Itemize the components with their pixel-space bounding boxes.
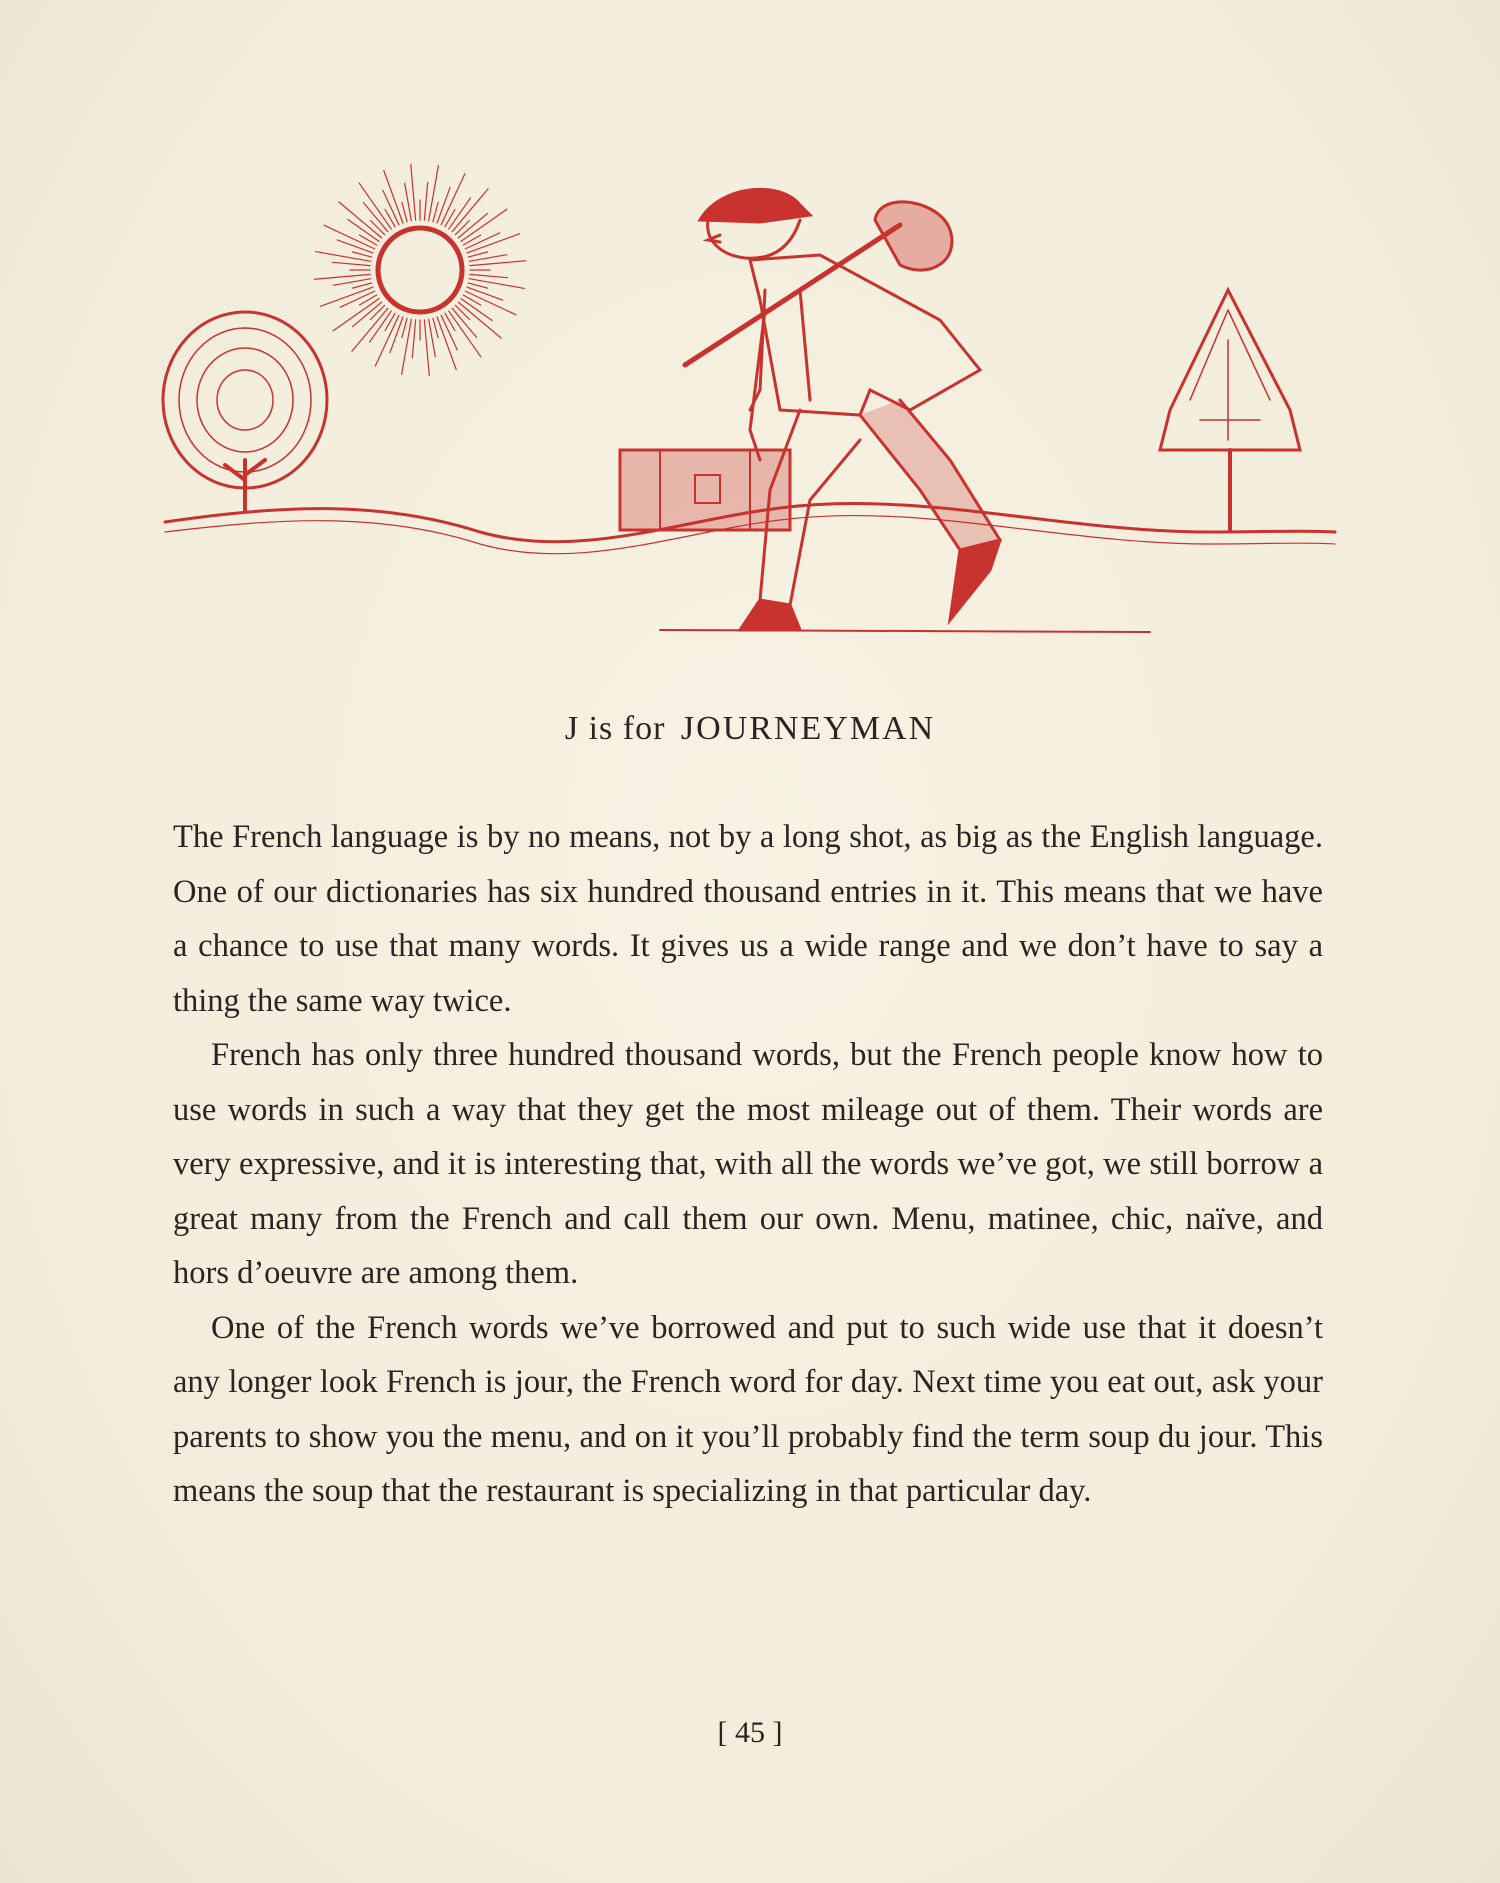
page-title bbox=[0, 710, 1500, 748]
journeyman-figure bbox=[620, 189, 1000, 630]
tree-right-icon bbox=[1160, 290, 1300, 530]
body-text bbox=[173, 810, 1323, 1519]
paragraph-1: The French language is by no means, not by a long shot, as big as the English language. One of our dictionaries has six hundred thousand entries in it. This means that we have a chance to use that many words. It gives us a wide range and we don’t have to say a thing the same way twice. bbox=[173, 819, 1323, 1019]
page-number: [ 45 ] bbox=[717, 1716, 783, 1749]
title-prefix: J is for bbox=[564, 710, 666, 747]
paragraph-2: French has only three hundred thousand words, but the French people know how to use words in such a way that they get the most mileage out of them. Their words are very expressive, and it is interesting that, with all the words we’ve got, we still borrow a great many from the French and call them our own. Menu, matinee, chic, naïve, and hors d’oeuvre are among them. bbox=[173, 1037, 1323, 1291]
sun-icon bbox=[314, 164, 525, 375]
title-word: JOURNEYMAN bbox=[680, 710, 936, 747]
tree-left-icon bbox=[163, 312, 327, 510]
journeyman-illustration bbox=[160, 160, 1340, 640]
paragraph-3: One of the French words we’ve borrowed and put to such wide use that it doesn’t any longer look French is jour, the French word for day. Next time you eat out, ask your parents to show you the menu, and on it you’ll probably find the term soup du jour. This means the soup that the restaurant is specializing in that particular day. bbox=[173, 1309, 1323, 1509]
